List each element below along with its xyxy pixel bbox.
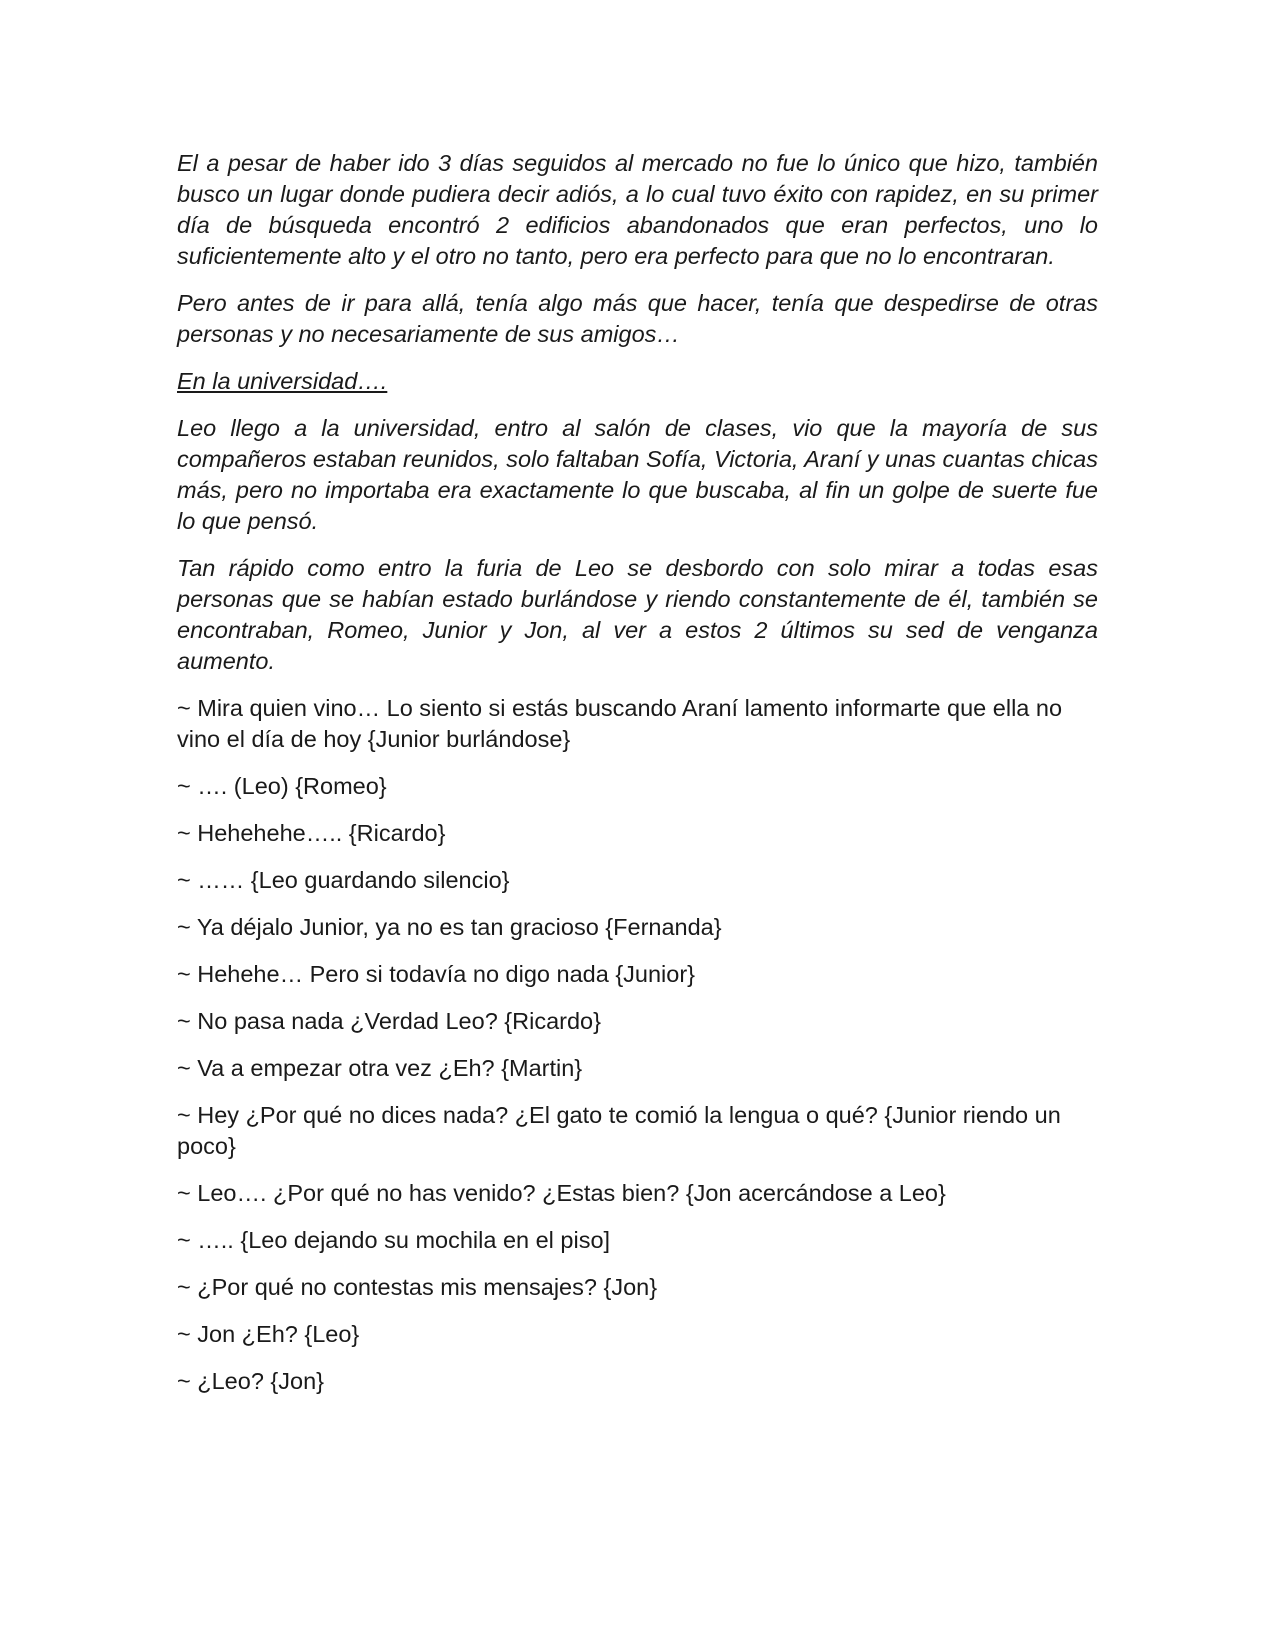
dialogue-line: ~ No pasa nada ¿Verdad Leo? {Ricardo} xyxy=(177,1008,601,1034)
narrative-paragraph: El a pesar de haber ido 3 días seguidos al mercado no fue lo único que hizo, también busco un lugar donde pudiera decir adiós, a lo cual tuvo éxito con rapidez, en su primer día de búsqueda encontró 2 edificios abandonados que eran perfectos, uno lo suficientemente alto y el otro no tanto, pero era perfecto para que no lo encontraran. xyxy=(177,150,1098,269)
dialogue-line: ~ …… {Leo guardando silencio} xyxy=(177,867,510,893)
narrative-paragraph: Pero antes de ir para allá, tenía algo más que hacer, tenía que despedirse de otras personas y no necesariamente de sus amigos… xyxy=(177,290,1098,347)
dialogue-line: ~ Jon ¿Eh? {Leo} xyxy=(177,1321,360,1347)
dialogue-line: ~ Va a empezar otra vez ¿Eh? {Martin} xyxy=(177,1055,583,1081)
dialogue-line: ~ ¿Leo? {Jon} xyxy=(177,1368,325,1394)
dialogue-line: ~ Hehehehe….. {Ricardo} xyxy=(177,820,446,846)
narrative-paragraph: Tan rápido como entro la furia de Leo se desbordo con solo mirar a todas esas personas que se habían estado burlándose y riendo constantemente de él, también se encontraban, Romeo, Junior y Jon, al ver a estos 2 últimos su sed de venganza aumento. xyxy=(177,555,1098,674)
dialogue-line: ~ …. (Leo) {Romeo} xyxy=(177,773,387,799)
dialogue-line: ~ Leo…. ¿Por qué no has venido? ¿Estas bien? {Jon acercándose a Leo} xyxy=(177,1180,946,1206)
dialogue-line: ~ Mira quien vino… Lo siento si estás buscando Araní lamento informarte que ella no vino el día de hoy {Junior burlándose} xyxy=(177,695,1063,752)
dialogue-line: ~ ….. {Leo dejando su mochila en el piso] xyxy=(177,1227,611,1253)
dialogue-line: ~ Ya déjalo Junior, ya no es tan gracioso {Fernanda} xyxy=(177,914,722,940)
dialogue-line: ~ Hehehe… Pero si todavía no digo nada {Junior} xyxy=(177,961,696,987)
dialogue-line: ~ Hey ¿Por qué no dices nada? ¿El gato te comió la lengua o qué? {Junior riendo un poco} xyxy=(177,1102,1061,1159)
dialogue-line: ~ ¿Por qué no contestas mis mensajes? {Jon} xyxy=(177,1274,658,1300)
scene-heading: En la universidad…. xyxy=(177,368,388,394)
narrative-paragraph: Leo llego a la universidad, entro al salón de clases, vio que la mayoría de sus compañeros estaban reunidos, solo faltaban Sofía, Victoria, Araní y unas cuantas chicas más, pero no importaba era exactamente lo que buscaba, al fin un golpe de suerte fue lo que pensó. xyxy=(177,415,1098,534)
document-page xyxy=(177,148,1098,1413)
